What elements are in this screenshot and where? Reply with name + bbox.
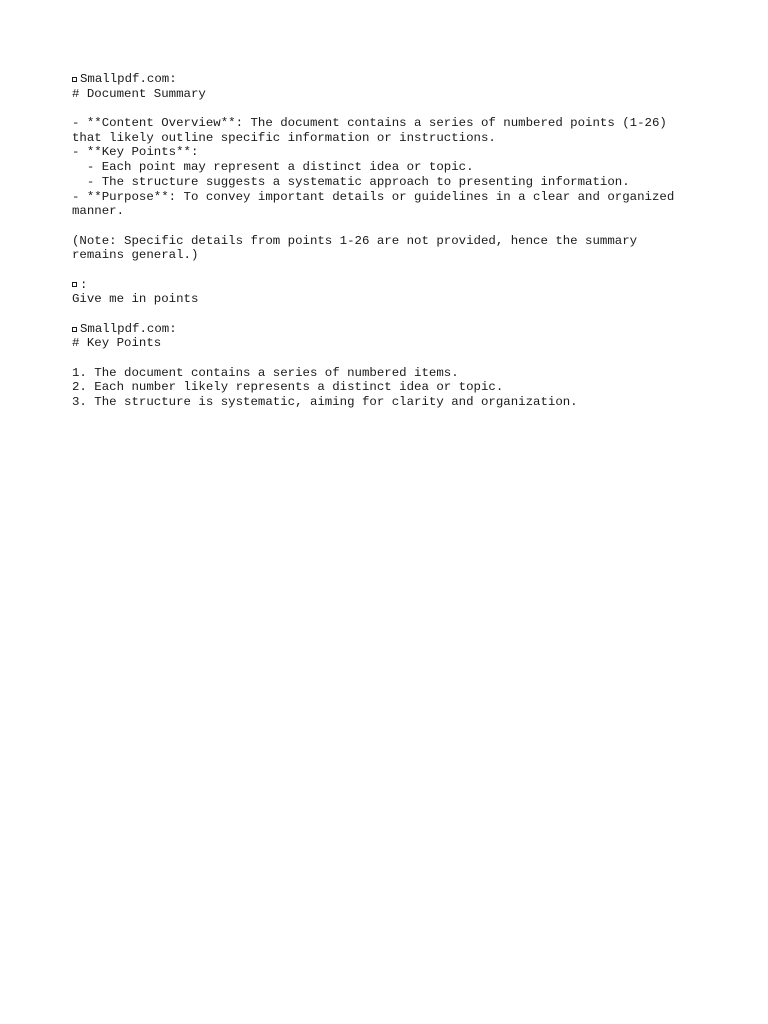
message-line: that likely outline specific information or instructions.: [72, 130, 496, 145]
list-item: 2. Each number likely represents a distinct idea or topic.: [72, 380, 504, 395]
blank-line: [72, 101, 712, 116]
message-block: [72, 72, 712, 263]
list-item: 1. The document contains a series of numbered items.: [72, 365, 459, 380]
speaker-label: Smallpdf.com:: [80, 321, 177, 336]
message-line: Give me in points: [72, 292, 199, 307]
message-line: manner.: [72, 204, 125, 219]
speaker-label: :: [80, 277, 88, 292]
message-heading: # Key Points: [72, 336, 162, 351]
message-line: - The structure suggests a systematic approach to presenting information.: [72, 174, 630, 189]
blank-line: [72, 307, 712, 322]
blank-line: [72, 219, 712, 234]
bot-square-icon: [72, 77, 77, 82]
speaker-line: [72, 322, 712, 337]
speaker-label: Smallpdf.com:: [80, 72, 177, 86]
blank-line: [72, 351, 712, 366]
blank-line: [72, 263, 712, 278]
message-line: - **Key Points**:: [72, 145, 199, 160]
list-item: 3. The structure is systematic, aiming for clarity and organization.: [72, 395, 578, 410]
message-block: [72, 322, 712, 410]
message-line: - **Content Overview**: The document contains a series of numbered points (1-26): [72, 116, 667, 131]
message-heading: # Document Summary: [72, 86, 206, 101]
message-line: (Note: Specific details from points 1-26 are not provided, hence the summary: [72, 233, 638, 248]
message-line: remains general.): [72, 248, 199, 263]
speaker-line: [72, 278, 712, 293]
user-square-icon: [72, 282, 77, 287]
document-page: [72, 72, 712, 410]
bot-square-icon: [72, 327, 77, 332]
speaker-line: [72, 72, 712, 87]
message-block: [72, 278, 712, 307]
message-line: - Each point may represent a distinct idea or topic.: [72, 160, 474, 175]
message-line: - **Purpose**: To convey important details or guidelines in a clear and organized: [72, 189, 675, 204]
